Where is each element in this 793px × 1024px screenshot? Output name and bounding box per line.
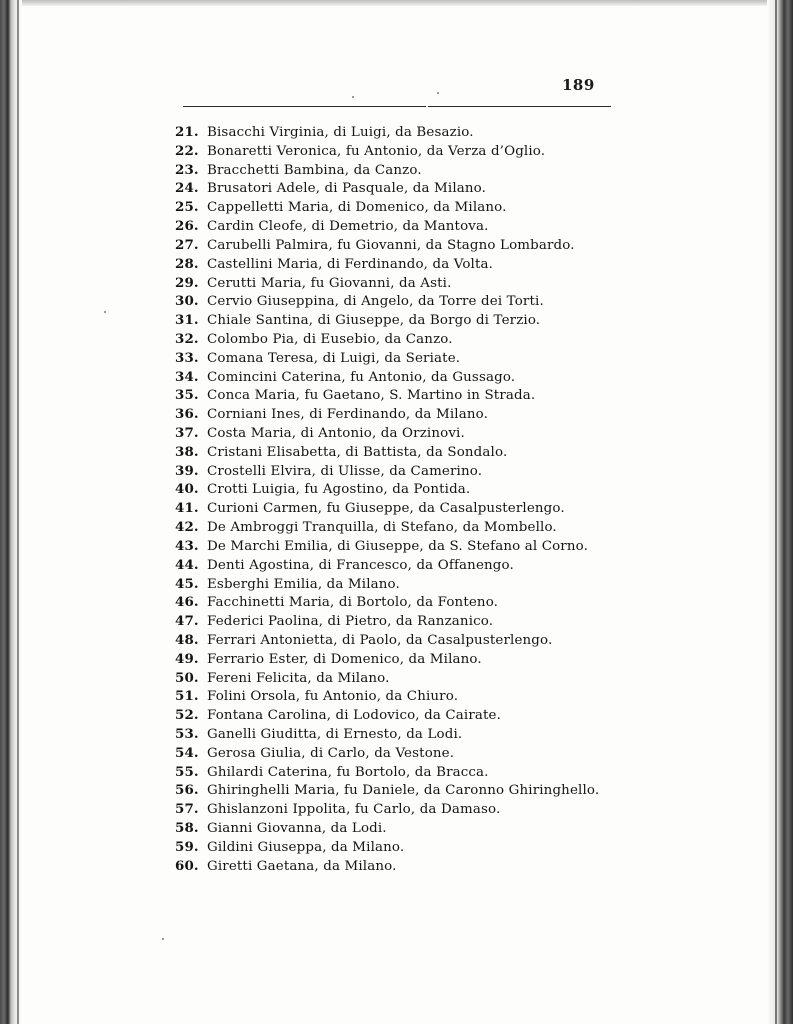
entry-text: Fontana Carolina, di Lodovico, da Cairate. <box>207 708 502 724</box>
list-item <box>175 593 599 612</box>
entry-text: Fereni Felicita, da Milano. <box>207 670 390 686</box>
list-item <box>175 687 599 706</box>
list-item <box>175 405 599 424</box>
list-item <box>175 537 599 556</box>
entry-text: Carubelli Palmira, fu Giovanni, da Stagno Lombardo. <box>207 237 575 253</box>
entry-number: 33. <box>175 349 199 366</box>
entry-text: Bonaretti Veronica, fu Antonio, da Verza d’Oglio. <box>207 143 546 159</box>
entry-number: 49. <box>175 650 199 667</box>
entry-text: Brusatori Adele, di Pasquale, da Milano. <box>207 181 487 197</box>
list-item <box>175 499 599 518</box>
list-item <box>175 518 599 537</box>
entry-number: 25. <box>175 199 199 216</box>
list-item <box>175 236 599 255</box>
entry-number: 46. <box>175 594 199 611</box>
entry-number: 34. <box>175 368 199 385</box>
entry-number: 54. <box>175 744 199 761</box>
list-item <box>175 800 599 819</box>
list-item <box>175 575 599 594</box>
paper-speck <box>162 938 164 940</box>
list-item <box>175 612 599 631</box>
entry-number: 52. <box>175 707 199 724</box>
entry-text: Cristani Elisabetta, di Battista, da Sondalo. <box>207 444 508 460</box>
list-item <box>175 706 599 725</box>
paper-speck <box>104 311 106 313</box>
entry-text: Federici Paolina, di Pietro, da Ranzanico. <box>207 614 494 630</box>
entry-number: 44. <box>175 556 199 573</box>
entry-text: Ghislanzoni Ippolita, fu Carlo, da Damaso. <box>207 802 501 818</box>
entry-number: 35. <box>175 387 199 404</box>
list-item <box>175 556 599 575</box>
header-rule-right <box>428 106 611 107</box>
list-item <box>175 838 599 857</box>
entry-text: Conca Maria, fu Gaetano, S. Martino in Strada. <box>207 388 536 404</box>
entry-text: Gianni Giovanna, da Lodi. <box>207 821 387 837</box>
list-item <box>175 725 599 744</box>
list-item <box>175 179 599 198</box>
entry-number: 38. <box>175 443 199 460</box>
page-number: 189 <box>562 76 595 94</box>
list-item <box>175 763 599 782</box>
entry-text: Crotti Luigia, fu Agostino, da Pontida. <box>207 482 471 498</box>
entry-text: Bisacchi Virginia, di Luigi, da Besazio. <box>207 125 474 140</box>
entry-number: 57. <box>175 801 199 818</box>
entry-text: Castellini Maria, di Ferdinando, da Volta. <box>207 256 494 272</box>
entry-text: Esberghi Emilia, da Milano. <box>207 576 400 592</box>
page-right-edge-line <box>775 0 777 1024</box>
entry-text: Bracchetti Bambina, da Canzo. <box>207 162 422 178</box>
list-item <box>175 480 599 499</box>
list-item <box>175 368 599 387</box>
entry-number: 47. <box>175 613 199 630</box>
list-item <box>175 292 599 311</box>
entry-number: 29. <box>175 274 199 291</box>
entry-text: Ganelli Giuditta, di Ernesto, da Lodi. <box>207 727 463 742</box>
entry-number: 43. <box>175 537 199 554</box>
entry-text: Comana Teresa, di Luigi, da Seriate. <box>207 350 461 366</box>
entry-text: De Ambroggi Tranquilla, di Stefano, da Mombello. <box>207 520 557 536</box>
entry-number: 36. <box>175 406 199 423</box>
entry-text: Comincini Caterina, fu Antonio, da Gussago. <box>207 369 516 385</box>
entry-number: 27. <box>175 236 199 253</box>
list-item <box>175 650 599 669</box>
page-top-shadow <box>0 0 793 6</box>
entry-number: 42. <box>175 519 199 536</box>
entry-number: 40. <box>175 481 199 498</box>
entry-text: Ferrari Antonietta, di Paolo, da Casalpusterlengo. <box>207 632 553 648</box>
entry-number: 22. <box>175 142 199 159</box>
entry-number: 59. <box>175 838 199 855</box>
entry-text: Curioni Carmen, fu Giuseppe, da Casalpusterlengo. <box>207 501 565 517</box>
entry-text: Giretti Gaetana, da Milano. <box>207 858 397 874</box>
list-item <box>175 198 599 217</box>
entry-text: Crostelli Elvira, di Ulisse, da Camerino. <box>207 463 483 479</box>
entry-text: Folini Orsola, fu Antonio, da Chiuro. <box>207 689 459 705</box>
entry-number: 30. <box>175 293 199 310</box>
entry-number: 50. <box>175 669 199 686</box>
list-item <box>175 744 599 763</box>
list-item <box>175 631 599 650</box>
entry-text: Cardin Cleofe, di Demetrio, da Mantova. <box>207 219 489 235</box>
page-right-edge <box>767 0 793 1024</box>
entry-text: De Marchi Emilia, di Giuseppe, da S. Stefano al Corno. <box>207 538 589 554</box>
entry-number: 28. <box>175 255 199 272</box>
entry-number: 37. <box>175 425 199 441</box>
entry-number: 26. <box>175 218 199 235</box>
entry-text: Chiale Santina, di Giuseppe, da Borgo di Terzio. <box>207 313 541 329</box>
entry-number: 56. <box>175 782 199 799</box>
page-left-edge-line <box>17 0 19 1024</box>
entry-text: Ghilardi Caterina, fu Bortolo, da Bracca. <box>207 764 489 780</box>
list-item <box>175 857 599 876</box>
header-rule-left <box>183 106 426 107</box>
list-item <box>175 819 599 838</box>
entry-text: Ghiringhelli Maria, fu Daniele, da Caronno Ghiringhello. <box>207 783 600 799</box>
name-list <box>175 123 599 876</box>
list-item <box>175 123 599 142</box>
list-item <box>175 161 599 180</box>
entry-number: 32. <box>175 330 199 347</box>
entry-number: 51. <box>175 688 199 705</box>
list-item <box>175 424 599 443</box>
list-item <box>175 349 599 368</box>
entry-number: 60. <box>175 857 199 874</box>
list-item <box>175 462 599 481</box>
entry-number: 24. <box>175 180 199 197</box>
entry-text: Gerosa Giulia, di Carlo, da Vestone. <box>207 745 455 761</box>
paper-speck <box>437 92 439 94</box>
entry-text: Costa Maria, di Antonio, da Orzinovi. <box>207 426 465 441</box>
list-item <box>175 443 599 462</box>
paper-speck <box>352 96 354 98</box>
entry-text: Ferrario Ester, di Domenico, da Milano. <box>207 651 482 667</box>
list-item <box>175 330 599 349</box>
entry-number: 21. <box>175 124 199 140</box>
entry-number: 45. <box>175 575 199 592</box>
list-item <box>175 217 599 236</box>
entry-text: Colombo Pia, di Eusebio, da Canzo. <box>207 331 453 347</box>
entry-text: Cerutti Maria, fu Giovanni, da Asti. <box>207 275 452 291</box>
entry-number: 41. <box>175 500 199 517</box>
list-item <box>175 669 599 688</box>
entry-number: 55. <box>175 763 199 780</box>
entry-text: Cervio Giuseppina, di Angelo, da Torre dei Torti. <box>207 294 544 310</box>
entry-text: Denti Agostina, di Francesco, da Offanengo. <box>207 557 514 573</box>
entry-text: Facchinetti Maria, di Bortolo, da Fonteno. <box>207 595 499 611</box>
entry-number: 58. <box>175 820 199 837</box>
entry-number: 48. <box>175 631 199 648</box>
list-item <box>175 781 599 800</box>
entry-number: 31. <box>175 312 199 329</box>
entry-text: Cappelletti Maria, di Domenico, da Milano. <box>207 200 507 216</box>
list-item <box>175 142 599 161</box>
entry-text: Gildini Giuseppa, da Milano. <box>207 839 405 855</box>
entry-number: 53. <box>175 726 199 742</box>
entry-number: 23. <box>175 161 199 178</box>
list-item <box>175 386 599 405</box>
list-item <box>175 255 599 274</box>
list-item <box>175 274 599 293</box>
list-item <box>175 311 599 330</box>
entry-text: Corniani Ines, di Ferdinando, da Milano. <box>207 407 488 423</box>
entry-number: 39. <box>175 462 199 479</box>
